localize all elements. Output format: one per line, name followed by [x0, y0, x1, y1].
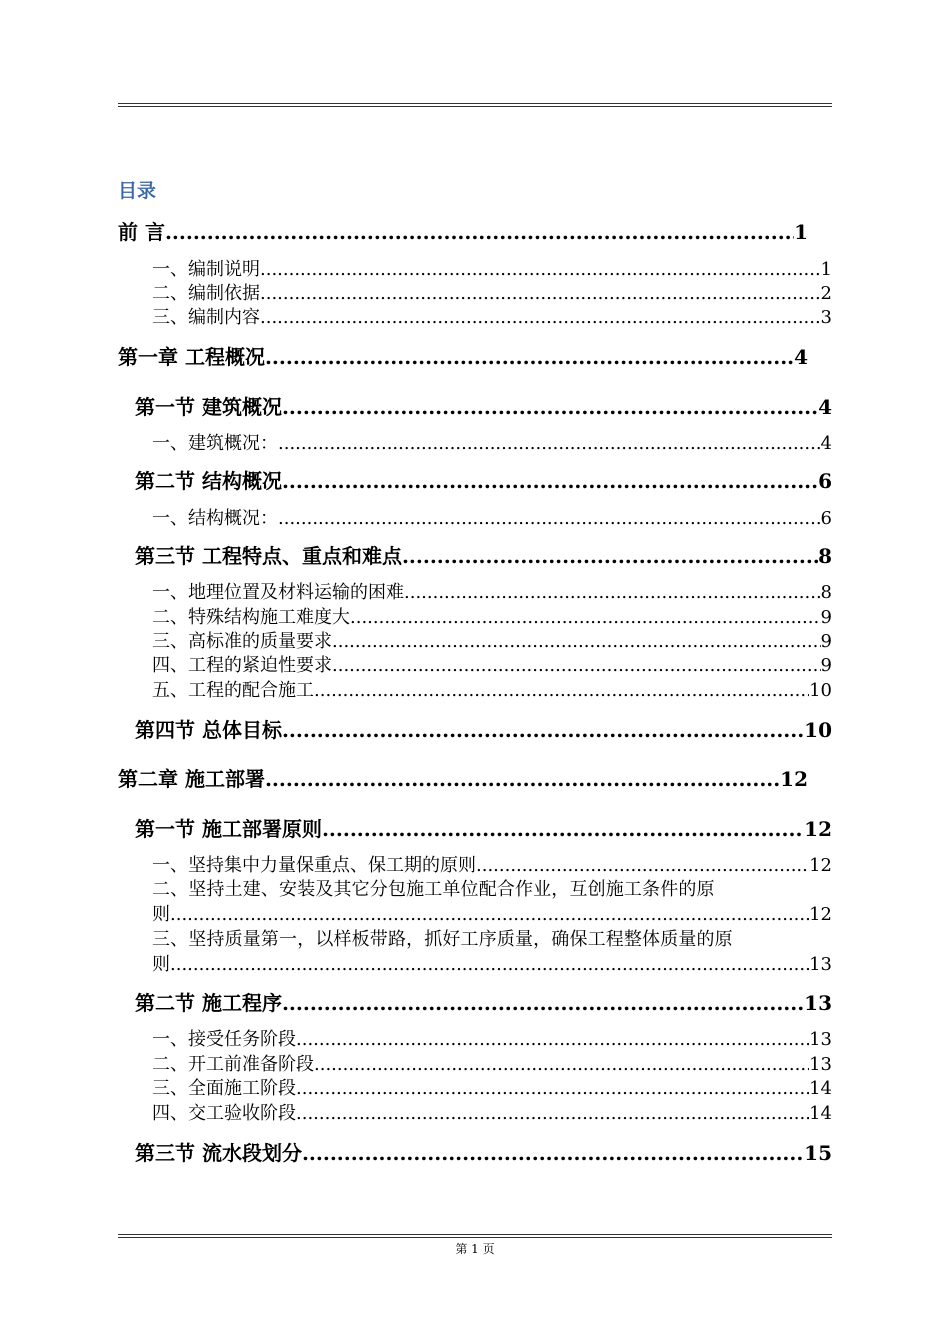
toc-entry-label: 第三节 流水段划分: [135, 1141, 302, 1165]
toc-entry-label: 则: [152, 904, 170, 925]
toc-entry-page: 3: [820, 307, 832, 328]
toc-entry-wrapped-line[interactable]: 二、坚持土建、安装及其它分包施工单位配合作业，互创施工条件的原: [152, 879, 715, 900]
toc-leader-dots: [476, 855, 809, 876]
toc-entry[interactable]: [152, 603, 832, 629]
toc-entry-page: 4: [820, 433, 832, 454]
toc-entry-label: 第一节 建筑概况: [135, 395, 282, 419]
toc-entry-page: 13: [809, 1054, 832, 1075]
toc-leader-dots: [322, 817, 804, 841]
toc-entry-page: 15: [804, 1141, 832, 1165]
toc-entry-label: 一、建筑概况：: [152, 433, 278, 454]
toc-entry-label: 四、交工验收阶段: [152, 1103, 296, 1124]
toc-entry-page: 10: [804, 718, 832, 742]
toc-entry[interactable]: [152, 1025, 832, 1051]
toc-entry-label: 一、编制说明: [152, 259, 260, 280]
toc-entry-chapter-1[interactable]: [118, 341, 808, 370]
toc-entry-label: 四、工程的紧迫性要求: [152, 655, 332, 676]
toc-entry-label: 前 言: [118, 220, 165, 244]
toc-entry-label: 三、编制内容: [152, 307, 260, 328]
toc-entry-label: 一、接受任务阶段: [152, 1029, 296, 1050]
toc-entry[interactable]: [152, 851, 832, 877]
toc-leader-dots: [350, 607, 821, 628]
toc-entry-page: 9: [820, 631, 832, 652]
header-rule: [118, 103, 832, 107]
toc-entry-page: 1: [820, 259, 832, 280]
toc-entry-label: 二、特殊结构施工难度大: [152, 607, 350, 628]
toc-leader-dots: [278, 433, 821, 454]
toc-entry-label: 二、开工前准备阶段: [152, 1054, 314, 1075]
toc-leader-dots: [314, 680, 809, 701]
toc-entry-page: 4: [794, 345, 808, 369]
toc-entry-page: 2: [820, 283, 832, 304]
toc-entry-section[interactable]: [135, 540, 832, 569]
toc-entry-label: 三、高标准的质量要求: [152, 631, 332, 652]
toc-leader-dots: [296, 1103, 809, 1124]
toc-leader-dots: [332, 631, 821, 652]
toc-leader-dots: [260, 307, 821, 328]
toc-entry[interactable]: [152, 627, 832, 653]
toc-leader-dots: [282, 469, 818, 493]
toc-entry-label: 第三节 工程特点、重点和难点: [135, 544, 402, 568]
toc-entry-label: 第一节 施工部署原则: [135, 817, 322, 841]
toc-entry-section[interactable]: [135, 391, 832, 420]
toc-entry-page: 6: [818, 469, 832, 493]
toc-leader-dots: [296, 1029, 809, 1050]
toc-entry-page: 14: [809, 1078, 832, 1099]
footer-rule: [118, 1234, 832, 1238]
toc-entry[interactable]: [152, 504, 832, 530]
toc-entry-label: 一、地理位置及材料运输的困难: [152, 582, 404, 603]
toc-leader-dots: [302, 1141, 804, 1165]
toc-entry-chapter-2[interactable]: [118, 763, 808, 792]
toc-entry-label: 第四节 总体目标: [135, 718, 282, 742]
page-number: 第 1 页: [455, 1242, 495, 1256]
toc-entry[interactable]: [152, 279, 832, 305]
toc-entry[interactable]: [152, 900, 832, 926]
toc-entry-page: 14: [809, 1103, 832, 1124]
toc-entry-page: 9: [820, 655, 832, 676]
toc-entry-label: 则: [152, 954, 170, 975]
toc-entry-label: 第一章 工程概况: [118, 345, 265, 369]
toc-leader-dots: [314, 1054, 809, 1075]
toc-entry-page: 4: [818, 395, 832, 419]
toc-leader-dots: [282, 991, 804, 1015]
toc-entry-preface[interactable]: [118, 216, 808, 245]
toc-leader-dots: [260, 283, 821, 304]
toc-entry-page: 8: [818, 544, 832, 568]
toc-leader-dots: [278, 508, 821, 529]
toc-entry-label: 三、全面施工阶段: [152, 1078, 296, 1099]
toc-entry-page: 13: [809, 1029, 832, 1050]
toc-leader-dots: [282, 718, 804, 742]
toc-leader-dots: [265, 767, 780, 791]
toc-entry-page: 12: [804, 817, 832, 841]
toc-leader-dots: [404, 582, 821, 603]
toc-entry[interactable]: [152, 578, 832, 604]
toc-entry[interactable]: [152, 429, 832, 455]
toc-entry-label: 二、编制依据: [152, 283, 260, 304]
toc-entry-section[interactable]: [135, 714, 832, 743]
toc-entry-page: 12: [809, 904, 832, 925]
toc-entry-label: 第二章 施工部署: [118, 767, 265, 791]
toc-entry-page: 13: [809, 954, 832, 975]
toc-leader-dots: [165, 220, 794, 244]
toc-leader-dots: [260, 259, 821, 280]
toc-entry-label: 一、坚持集中力量保重点、保工期的原则: [152, 855, 476, 876]
toc-leader-dots: [170, 904, 809, 925]
toc-leader-dots: [402, 544, 818, 568]
toc-entry-page: 6: [820, 508, 832, 529]
toc-entry-label: 第二节 结构概况: [135, 469, 282, 493]
toc-entry-page: 12: [780, 767, 808, 791]
toc-entry-page: 9: [820, 607, 832, 628]
toc-leader-dots: [296, 1078, 809, 1099]
toc-leader-dots: [332, 655, 821, 676]
toc-entry-section[interactable]: [135, 465, 832, 494]
toc-entry[interactable]: [152, 1050, 832, 1076]
toc-entry-wrapped-line[interactable]: 三、坚持质量第一，以样板带路，抓好工序质量，确保工程整体质量的原: [152, 929, 733, 950]
toc-entry[interactable]: [152, 950, 832, 976]
toc-entry-section[interactable]: [135, 813, 832, 842]
toc-entry-page: 8: [820, 582, 832, 603]
toc-leader-dots: [170, 954, 809, 975]
toc-entry[interactable]: [152, 255, 832, 281]
toc-entry[interactable]: [152, 676, 832, 702]
toc-title: 目录: [118, 180, 157, 202]
toc-entry[interactable]: [152, 1099, 832, 1125]
toc-entry-section[interactable]: [135, 987, 832, 1016]
toc-entry-label: 第二节 施工程序: [135, 991, 282, 1015]
toc-entry-section[interactable]: [135, 1137, 832, 1166]
toc-entry[interactable]: [152, 651, 832, 677]
toc-entry-page: 10: [809, 680, 832, 701]
toc-entry-page: 12: [809, 855, 832, 876]
toc-entry[interactable]: [152, 1074, 832, 1100]
toc-entry-page: 13: [804, 991, 832, 1015]
toc-entry-page: 1: [794, 220, 808, 244]
toc-entry-label: 一、结构概况：: [152, 508, 278, 529]
toc-entry-label: 五、工程的配合施工: [152, 680, 314, 701]
toc-leader-dots: [265, 345, 794, 369]
toc-entry[interactable]: [152, 303, 832, 329]
toc-leader-dots: [282, 395, 818, 419]
